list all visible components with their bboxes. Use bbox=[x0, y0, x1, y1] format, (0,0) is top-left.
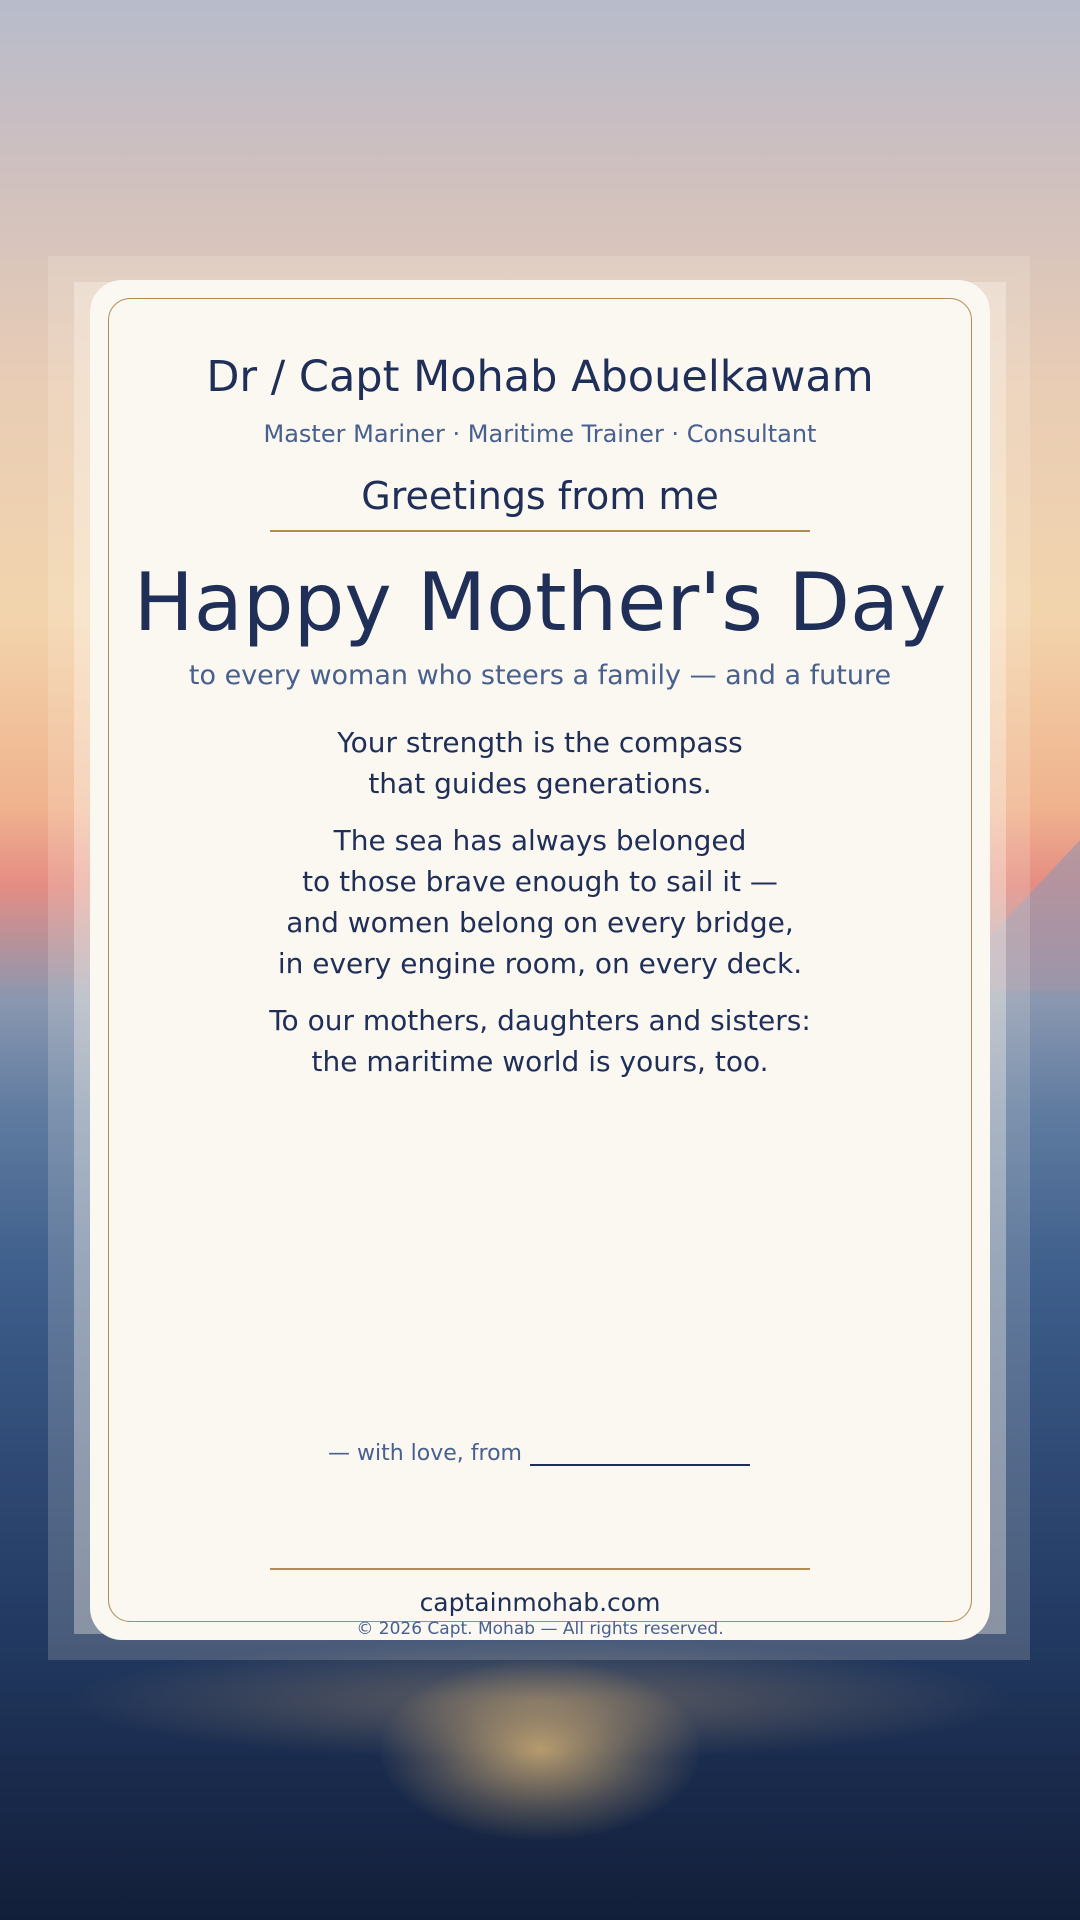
paragraph-line: in every engine room, on every deck. bbox=[277, 947, 803, 980]
paragraph-line: and women belong on every bridge, bbox=[286, 906, 794, 939]
website-link[interactable]: captainmohab.com bbox=[419, 1588, 661, 1617]
gold-divider-top bbox=[270, 530, 810, 532]
tagline: to every woman who steers a family — and a future bbox=[188, 660, 892, 691]
greeting-line: Greetings from me bbox=[361, 474, 719, 518]
paragraph-sea bbox=[90, 820, 990, 984]
paragraph-line: The sea has always belonged bbox=[333, 824, 747, 857]
author-roles: Master Mariner · Maritime Trainer · Consultant bbox=[263, 420, 817, 448]
author-name: Dr / Capt Mohab Abouelkawam bbox=[206, 352, 874, 402]
signature-line bbox=[328, 1438, 750, 1466]
paragraph-line: To our mothers, daughters and sisters: bbox=[269, 1004, 811, 1037]
gold-divider-bottom bbox=[270, 1568, 810, 1570]
signature-prefix: — with love, from bbox=[328, 1441, 522, 1466]
paragraph-dedication bbox=[90, 1000, 990, 1082]
paragraph-line: the maritime world is yours, too. bbox=[311, 1045, 769, 1078]
paragraph-line: that guides generations. bbox=[368, 767, 712, 800]
paragraph-line: to those brave enough to sail it — bbox=[302, 865, 778, 898]
paragraph-compass bbox=[90, 722, 990, 804]
paragraph-line: Your strength is the compass bbox=[337, 726, 743, 759]
sun-glare bbox=[380, 1660, 700, 1840]
copyright-notice: © 2026 Capt. Mohab — All rights reserved. bbox=[356, 1619, 724, 1639]
signature-blank bbox=[530, 1438, 750, 1466]
headline: Happy Mother's Day bbox=[133, 556, 947, 649]
